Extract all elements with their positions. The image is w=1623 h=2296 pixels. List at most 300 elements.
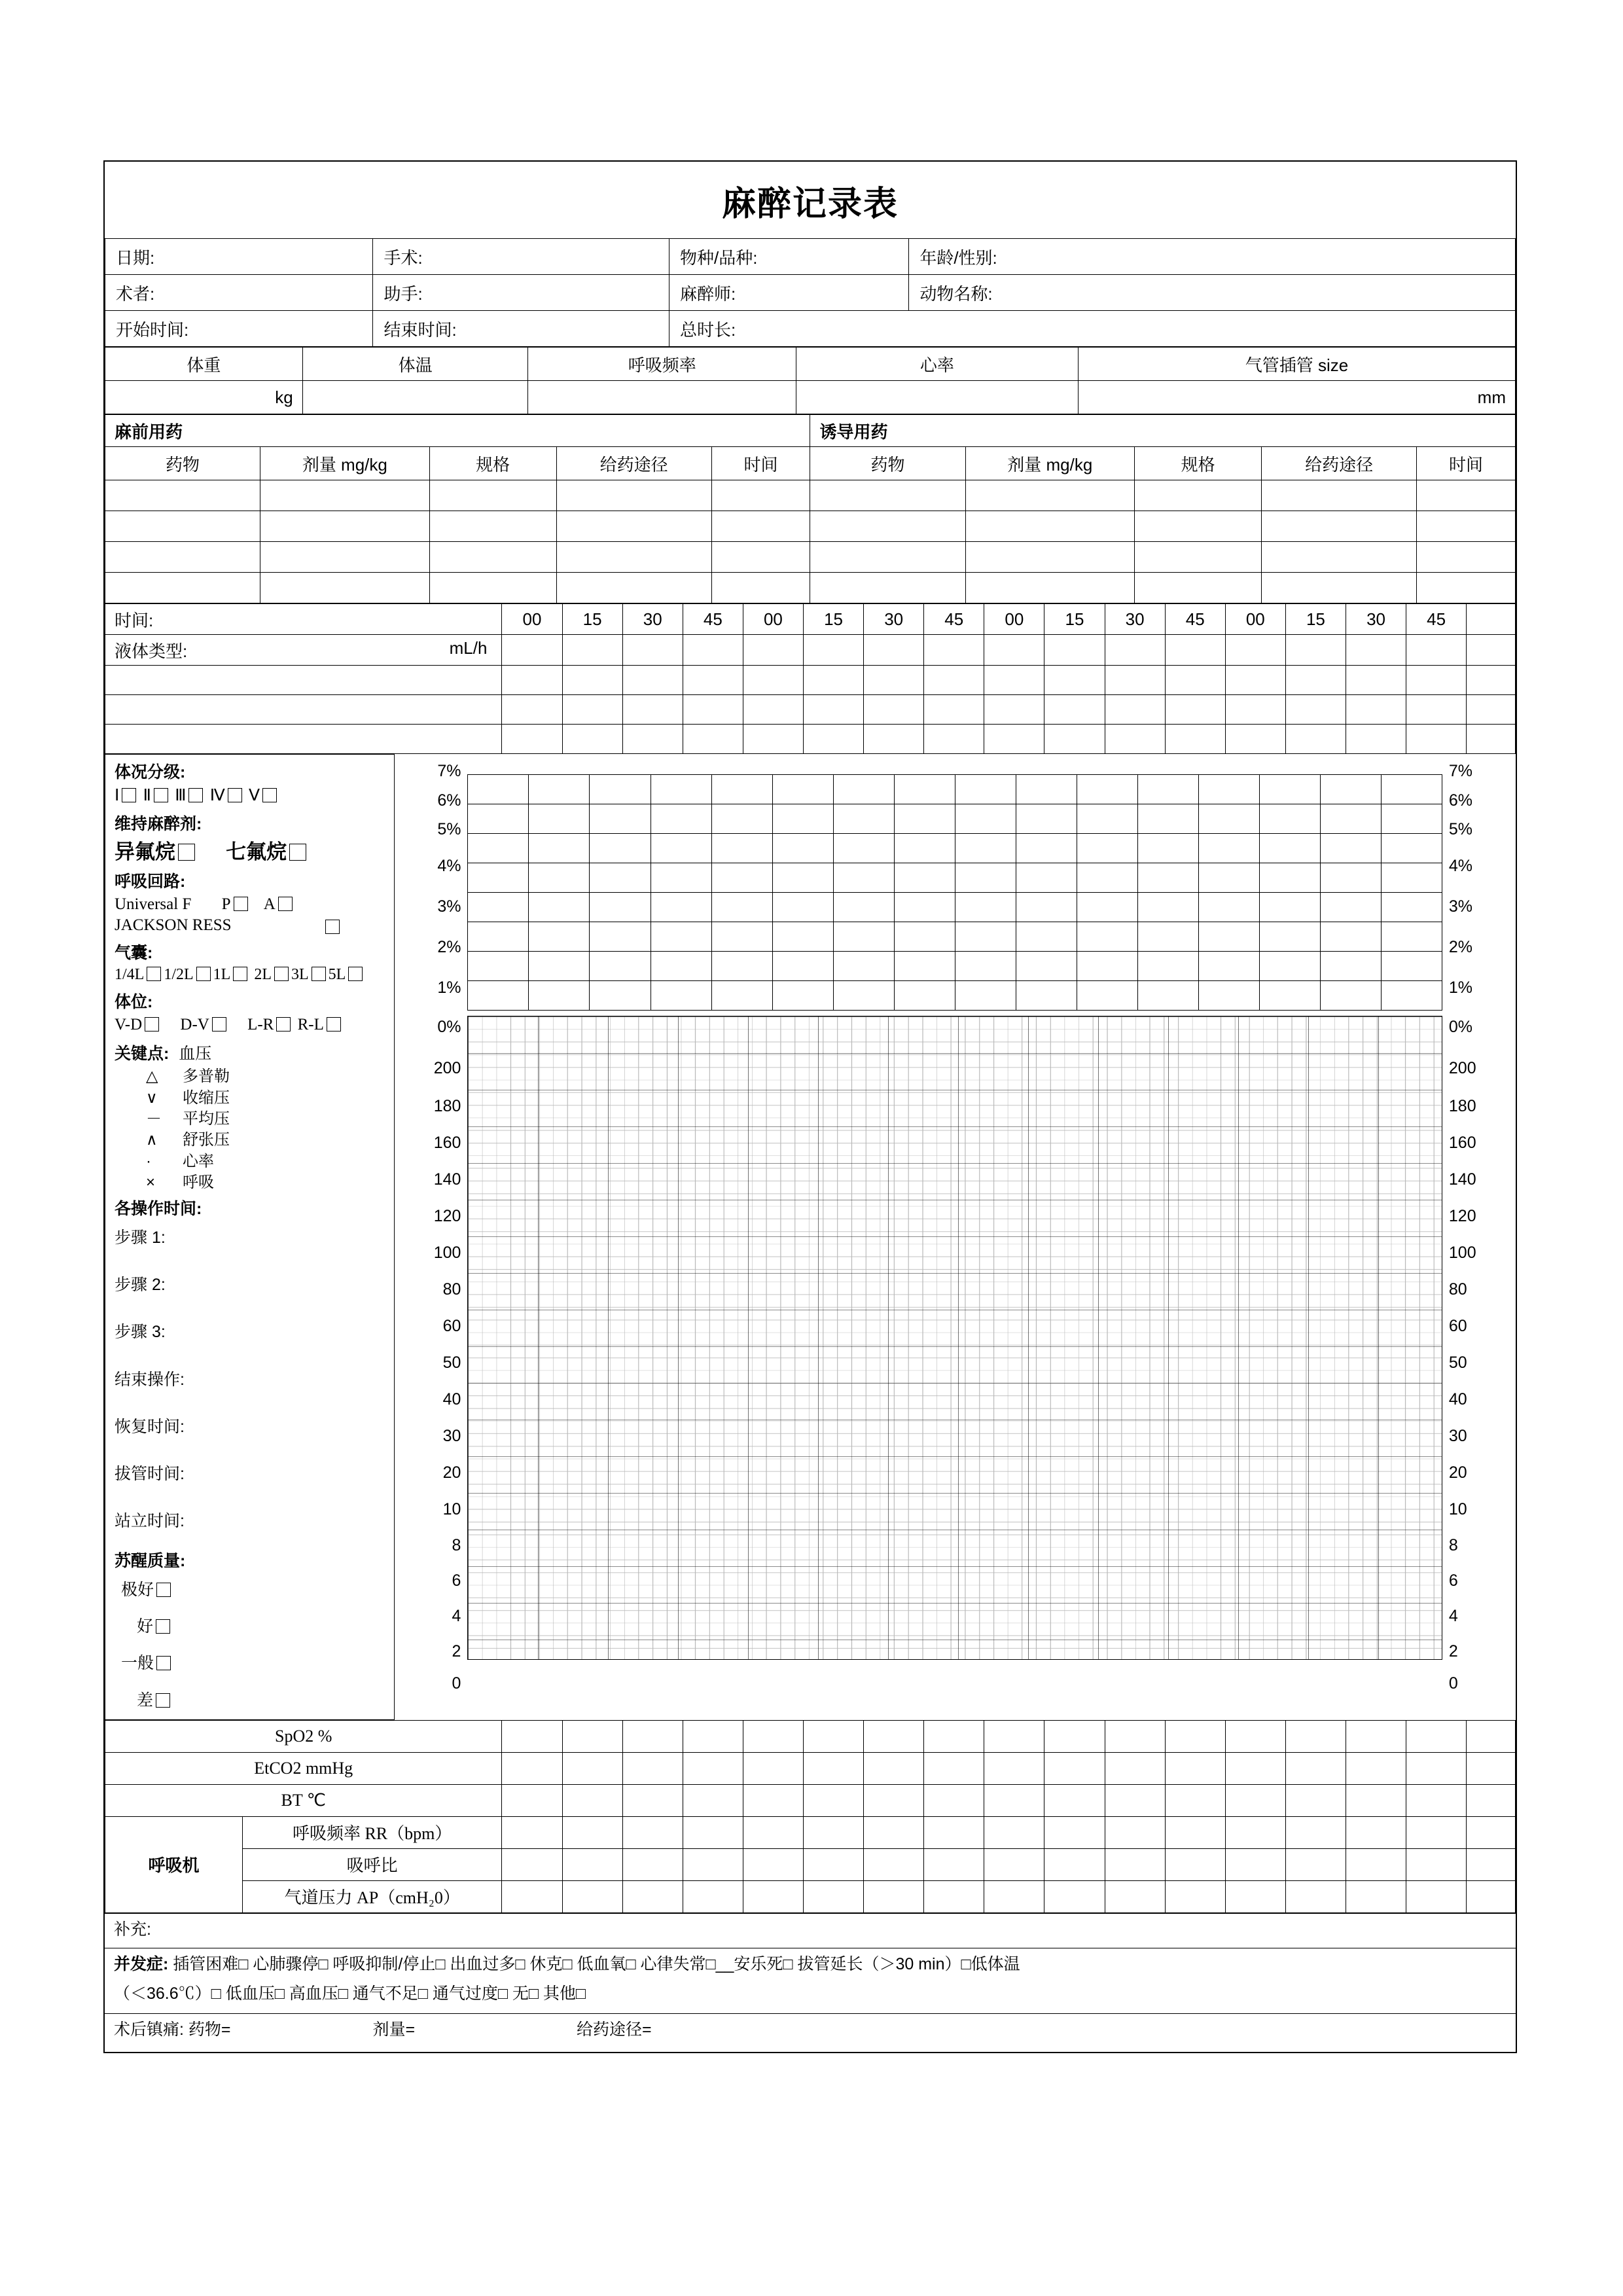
cell[interactable] (105, 542, 260, 573)
cell[interactable] (1467, 1720, 1516, 1752)
cell[interactable] (622, 666, 683, 695)
table-row[interactable] (105, 666, 1516, 695)
cell[interactable] (772, 892, 833, 922)
cell[interactable] (1381, 922, 1442, 951)
cell[interactable] (1077, 863, 1137, 892)
table-row[interactable] (105, 695, 1516, 725)
cell[interactable] (833, 892, 894, 922)
cell[interactable] (1259, 892, 1320, 922)
cell[interactable] (590, 951, 651, 980)
grid-row[interactable] (468, 951, 1442, 980)
cell[interactable] (803, 1784, 863, 1816)
cell[interactable] (1105, 695, 1165, 725)
cell[interactable] (1259, 804, 1320, 833)
cell[interactable] (1381, 980, 1442, 1010)
cell[interactable] (1105, 635, 1165, 666)
checkbox-icon[interactable] (147, 967, 161, 981)
field-surgeon[interactable]: 术者: (105, 275, 373, 311)
cell[interactable] (1346, 725, 1406, 754)
cell[interactable] (1285, 695, 1346, 725)
grid-row[interactable] (468, 922, 1442, 951)
cell[interactable] (1225, 1880, 1285, 1912)
circuit-universal-f[interactable] (115, 896, 394, 913)
field-total-duration[interactable]: 总时长: (669, 311, 1515, 347)
cell[interactable] (864, 695, 924, 725)
cell[interactable] (1467, 1816, 1516, 1848)
cell[interactable] (1137, 980, 1198, 1010)
cell[interactable] (1467, 725, 1516, 754)
cell[interactable] (556, 480, 711, 511)
cell[interactable] (1346, 1848, 1406, 1880)
cell[interactable] (810, 573, 965, 603)
cell[interactable] (105, 666, 502, 695)
cell[interactable] (1467, 635, 1516, 666)
cell[interactable] (1165, 635, 1225, 666)
cell[interactable] (833, 951, 894, 980)
cell[interactable] (924, 1880, 984, 1912)
cell[interactable] (1225, 1752, 1285, 1784)
cell[interactable] (1346, 635, 1406, 666)
cell[interactable] (1259, 863, 1320, 892)
cell[interactable] (924, 725, 984, 754)
cell[interactable] (833, 833, 894, 863)
ops-extubation-time[interactable]: 拔管时间: (115, 1465, 185, 1484)
cell[interactable] (1105, 1752, 1165, 1784)
cell[interactable] (1044, 1752, 1105, 1784)
bag-options[interactable] (115, 967, 394, 983)
cell[interactable] (1077, 892, 1137, 922)
cell[interactable] (965, 573, 1135, 603)
cell[interactable] (1417, 573, 1516, 603)
cell[interactable] (1137, 804, 1198, 833)
cell[interactable] (1105, 1784, 1165, 1816)
cell[interactable] (924, 1752, 984, 1784)
recovery-option-excellent[interactable] (115, 1581, 394, 1598)
recovery-option-fair[interactable] (115, 1655, 394, 1672)
cell[interactable] (864, 635, 924, 666)
cell[interactable] (1406, 1752, 1467, 1784)
cell[interactable] (1285, 1752, 1346, 1784)
cell[interactable] (502, 695, 562, 725)
cell[interactable] (468, 804, 529, 833)
cell[interactable] (1225, 666, 1285, 695)
cell[interactable] (924, 695, 984, 725)
cell[interactable] (1346, 666, 1406, 695)
checkbox-icon[interactable] (234, 897, 248, 911)
cell[interactable] (743, 635, 803, 666)
cell[interactable] (810, 542, 965, 573)
table-row[interactable] (105, 542, 1516, 573)
cell[interactable] (803, 1880, 863, 1912)
cell[interactable] (772, 922, 833, 951)
cell[interactable] (1346, 1784, 1406, 1816)
checkbox-icon[interactable] (325, 920, 340, 934)
cell[interactable] (502, 1720, 562, 1752)
cell[interactable] (1346, 1720, 1406, 1752)
cell[interactable] (260, 511, 430, 542)
cell[interactable] (1044, 1720, 1105, 1752)
cell[interactable] (468, 980, 529, 1010)
cell[interactable] (1320, 804, 1381, 833)
cell[interactable] (590, 863, 651, 892)
cell[interactable] (1467, 1848, 1516, 1880)
cell[interactable] (1262, 542, 1417, 573)
cell[interactable] (743, 1848, 803, 1880)
chart-plot-area[interactable] (467, 755, 1442, 1720)
cell[interactable] (1406, 1784, 1467, 1816)
cell[interactable] (429, 573, 556, 603)
checkbox-icon[interactable] (145, 1017, 159, 1031)
measure-hr-value[interactable] (796, 381, 1078, 414)
cell[interactable] (651, 951, 711, 980)
table-row[interactable] (105, 725, 1516, 754)
cell[interactable] (1262, 480, 1417, 511)
cell[interactable] (1285, 1816, 1346, 1848)
cell[interactable] (984, 695, 1044, 725)
cell[interactable] (1077, 922, 1137, 951)
cell[interactable] (1077, 774, 1137, 804)
cell[interactable] (711, 480, 810, 511)
cell[interactable] (984, 1720, 1044, 1752)
cell[interactable] (772, 833, 833, 863)
cell[interactable] (562, 1816, 622, 1848)
cell[interactable] (965, 480, 1135, 511)
cell[interactable] (810, 480, 965, 511)
cell[interactable] (894, 892, 955, 922)
field-species[interactable]: 物种/品种: (669, 239, 908, 275)
cell[interactable] (711, 542, 810, 573)
cell[interactable] (651, 804, 711, 833)
cell[interactable] (683, 635, 743, 666)
cell[interactable] (743, 666, 803, 695)
cell[interactable] (1381, 951, 1442, 980)
cell[interactable] (711, 922, 772, 951)
cell[interactable] (1077, 980, 1137, 1010)
grid-row[interactable] (468, 833, 1442, 863)
cell[interactable] (1044, 725, 1105, 754)
cell[interactable] (810, 511, 965, 542)
cell[interactable] (1135, 480, 1262, 511)
cell[interactable] (1417, 542, 1516, 573)
cell[interactable] (1165, 1784, 1225, 1816)
cell[interactable] (1320, 951, 1381, 980)
cell[interactable] (1467, 695, 1516, 725)
cell[interactable] (894, 863, 955, 892)
cell[interactable] (924, 635, 984, 666)
cell[interactable] (894, 833, 955, 863)
cell[interactable] (562, 666, 622, 695)
cell[interactable] (955, 833, 1016, 863)
table-row[interactable] (105, 1816, 1516, 1848)
cell[interactable] (1262, 573, 1417, 603)
cell[interactable] (1225, 1848, 1285, 1880)
cell[interactable] (743, 1784, 803, 1816)
cell[interactable] (529, 804, 590, 833)
recovery-option-poor[interactable] (115, 1692, 394, 1709)
cell[interactable] (622, 1720, 683, 1752)
cell[interactable] (711, 892, 772, 922)
cell[interactable] (590, 892, 651, 922)
cell[interactable] (984, 666, 1044, 695)
checkbox-icon[interactable] (156, 1693, 170, 1708)
cell[interactable] (429, 511, 556, 542)
cell[interactable] (1165, 695, 1225, 725)
checkbox-icon[interactable] (178, 844, 195, 861)
cell[interactable] (803, 1752, 863, 1784)
checkbox-icon[interactable] (274, 967, 289, 981)
cell[interactable] (1105, 1848, 1165, 1880)
cell[interactable] (260, 542, 430, 573)
ops-recovery-time[interactable]: 恢复时间: (115, 1417, 185, 1436)
cell[interactable] (1044, 1880, 1105, 1912)
cell[interactable] (1044, 635, 1105, 666)
checkbox-icon[interactable] (289, 844, 306, 861)
grid-row[interactable] (468, 892, 1442, 922)
cell[interactable] (924, 1816, 984, 1848)
cell[interactable] (1165, 1880, 1225, 1912)
field-end-time[interactable]: 结束时间: (373, 311, 669, 347)
cell[interactable] (1259, 951, 1320, 980)
cell[interactable] (864, 1848, 924, 1880)
cell[interactable] (502, 1752, 562, 1784)
cell[interactable] (562, 695, 622, 725)
cell[interactable] (1105, 1816, 1165, 1848)
cell[interactable] (864, 1784, 924, 1816)
ops-step-1[interactable]: 步骤 1: (115, 1228, 166, 1247)
cell[interactable] (1016, 922, 1077, 951)
cell[interactable] (622, 1752, 683, 1784)
cell[interactable] (622, 1880, 683, 1912)
cell[interactable] (1259, 980, 1320, 1010)
cell[interactable] (651, 922, 711, 951)
cell[interactable] (622, 1816, 683, 1848)
cell[interactable] (105, 480, 260, 511)
cell[interactable] (1417, 511, 1516, 542)
checkbox-icon[interactable] (312, 967, 326, 981)
cell[interactable] (1225, 635, 1285, 666)
cell[interactable] (1165, 1848, 1225, 1880)
cell[interactable] (924, 1720, 984, 1752)
cell[interactable] (743, 1880, 803, 1912)
cell[interactable] (1105, 1880, 1165, 1912)
checkbox-icon[interactable] (276, 1017, 291, 1031)
cell[interactable] (772, 804, 833, 833)
cell[interactable] (1198, 951, 1259, 980)
cell[interactable] (984, 635, 1044, 666)
cell[interactable] (833, 980, 894, 1010)
checkbox-icon[interactable] (196, 967, 211, 981)
cell[interactable] (772, 774, 833, 804)
cell[interactable] (803, 725, 863, 754)
cell[interactable] (683, 1816, 743, 1848)
cell[interactable] (468, 892, 529, 922)
gas-grid[interactable] (467, 774, 1442, 1011)
field-animal-name[interactable]: 动物名称: (909, 275, 1516, 311)
cell[interactable] (683, 1720, 743, 1752)
cell[interactable] (556, 573, 711, 603)
cell[interactable] (711, 980, 772, 1010)
ops-end[interactable]: 结束操作: (115, 1370, 185, 1389)
cell[interactable] (955, 863, 1016, 892)
cell[interactable] (1406, 1880, 1467, 1912)
cell[interactable] (864, 1880, 924, 1912)
cell[interactable] (562, 1784, 622, 1816)
cell[interactable] (105, 511, 260, 542)
cell[interactable] (502, 1784, 562, 1816)
cell[interactable] (965, 511, 1135, 542)
cell[interactable] (1417, 480, 1516, 511)
cell[interactable] (260, 573, 430, 603)
recovery-option-good[interactable] (115, 1618, 394, 1635)
table-row[interactable] (105, 573, 1516, 603)
cell[interactable] (622, 725, 683, 754)
cell[interactable] (622, 635, 683, 666)
cell[interactable] (743, 695, 803, 725)
cell[interactable] (1406, 666, 1467, 695)
cell[interactable] (743, 1816, 803, 1848)
cell[interactable] (502, 1816, 562, 1848)
cell[interactable] (1346, 695, 1406, 725)
checkbox-icon[interactable] (228, 788, 242, 802)
cell[interactable] (1467, 1880, 1516, 1912)
cell[interactable] (1044, 695, 1105, 725)
cell[interactable] (1016, 951, 1077, 980)
position-options[interactable] (115, 1016, 394, 1033)
cell[interactable] (1198, 833, 1259, 863)
cell[interactable] (984, 1848, 1044, 1880)
cell[interactable] (1198, 804, 1259, 833)
cell[interactable] (1381, 863, 1442, 892)
cell[interactable] (1044, 666, 1105, 695)
cell[interactable] (772, 980, 833, 1010)
cell[interactable] (651, 774, 711, 804)
cell[interactable] (984, 1880, 1044, 1912)
checkbox-icon[interactable] (278, 897, 293, 911)
cell[interactable] (743, 725, 803, 754)
measure-temp-value[interactable] (302, 381, 528, 414)
cell[interactable] (683, 1880, 743, 1912)
cell[interactable] (1137, 833, 1198, 863)
cell[interactable] (622, 1848, 683, 1880)
cell[interactable] (562, 1848, 622, 1880)
cell[interactable] (1044, 1784, 1105, 1816)
cell[interactable] (590, 922, 651, 951)
cell[interactable] (955, 892, 1016, 922)
table-row[interactable] (105, 1720, 1516, 1752)
cell[interactable] (1381, 833, 1442, 863)
cell[interactable] (1105, 666, 1165, 695)
cell[interactable] (468, 833, 529, 863)
cell[interactable] (1285, 635, 1346, 666)
checkbox-icon[interactable] (348, 967, 363, 981)
cell[interactable] (1135, 511, 1262, 542)
cell[interactable] (1320, 833, 1381, 863)
cell[interactable] (1044, 1816, 1105, 1848)
cell[interactable] (955, 774, 1016, 804)
table-row[interactable] (105, 1784, 1516, 1816)
cell[interactable] (1137, 892, 1198, 922)
cell[interactable] (502, 725, 562, 754)
cell[interactable] (105, 695, 502, 725)
cell[interactable] (1016, 892, 1077, 922)
cell[interactable] (1077, 951, 1137, 980)
cell[interactable] (1225, 725, 1285, 754)
field-surgery[interactable]: 手术: (373, 239, 669, 275)
cell[interactable] (1105, 725, 1165, 754)
table-row[interactable] (105, 480, 1516, 511)
cell[interactable] (711, 833, 772, 863)
checkbox-icon[interactable] (233, 967, 247, 981)
checkbox-icon[interactable] (212, 1017, 226, 1031)
checkbox-icon[interactable] (156, 1656, 171, 1670)
circuit-jackson-ress[interactable] (115, 917, 394, 934)
cell[interactable] (1262, 511, 1417, 542)
cell[interactable] (711, 511, 810, 542)
checkbox-icon[interactable] (154, 788, 168, 802)
cell[interactable] (1135, 542, 1262, 573)
cell[interactable] (502, 1848, 562, 1880)
cell[interactable] (683, 695, 743, 725)
field-assistant[interactable]: 助手: (373, 275, 669, 311)
cell[interactable] (556, 542, 711, 573)
cell[interactable] (1285, 666, 1346, 695)
grid-row[interactable] (468, 980, 1442, 1010)
checkbox-icon[interactable] (156, 1583, 171, 1597)
cell[interactable] (1137, 774, 1198, 804)
cell[interactable] (1225, 1816, 1285, 1848)
cell[interactable] (1406, 1816, 1467, 1848)
cell[interactable] (1406, 1848, 1467, 1880)
cell[interactable] (743, 1720, 803, 1752)
cell[interactable] (1044, 1848, 1105, 1880)
checkbox-icon[interactable] (122, 788, 136, 802)
cell[interactable] (1105, 1720, 1165, 1752)
cell[interactable] (1198, 922, 1259, 951)
cell[interactable] (1077, 833, 1137, 863)
cell[interactable] (590, 774, 651, 804)
cell[interactable] (833, 863, 894, 892)
cell[interactable] (955, 922, 1016, 951)
cell[interactable] (590, 804, 651, 833)
cell[interactable] (1077, 804, 1137, 833)
cell[interactable] (1259, 833, 1320, 863)
cell[interactable] (1016, 774, 1077, 804)
cell[interactable] (711, 804, 772, 833)
cell[interactable] (1285, 1848, 1346, 1880)
cell[interactable] (803, 1720, 863, 1752)
cell[interactable] (1225, 1720, 1285, 1752)
table-row[interactable] (105, 1880, 1516, 1912)
cell[interactable] (1198, 980, 1259, 1010)
cell[interactable] (894, 980, 955, 1010)
cell[interactable] (683, 1848, 743, 1880)
checkbox-icon[interactable] (262, 788, 277, 802)
cell[interactable] (683, 666, 743, 695)
cell[interactable] (803, 1848, 863, 1880)
cell[interactable] (1406, 725, 1467, 754)
cell[interactable] (1381, 774, 1442, 804)
cell[interactable] (683, 1784, 743, 1816)
cell[interactable] (1320, 922, 1381, 951)
measure-weight-value[interactable]: kg (105, 381, 303, 414)
cell[interactable] (1137, 951, 1198, 980)
table-row[interactable] (105, 1752, 1516, 1784)
cell[interactable] (803, 666, 863, 695)
ops-standing-time[interactable]: 站立时间: (115, 1512, 185, 1531)
cell[interactable] (429, 480, 556, 511)
cell[interactable] (529, 833, 590, 863)
measure-tube-value[interactable]: mm (1078, 381, 1515, 414)
